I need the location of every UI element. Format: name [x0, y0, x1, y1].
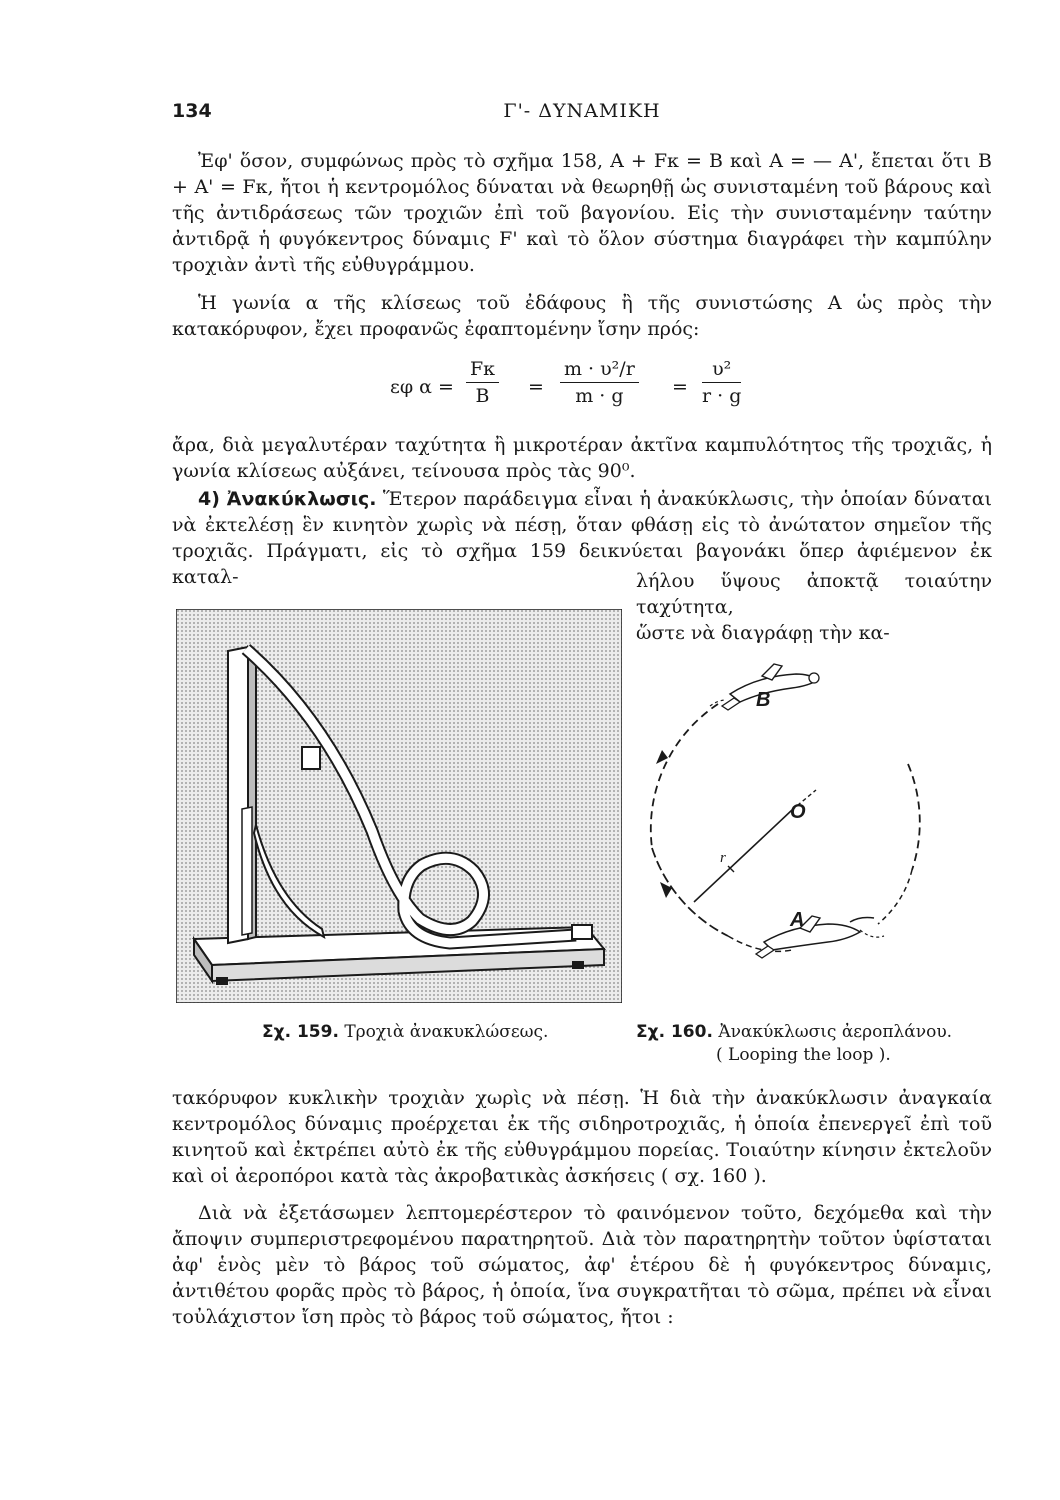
equals-sign: =	[672, 376, 688, 398]
caption-figure-160	[636, 1020, 952, 1044]
fraction-denominator: B	[475, 385, 490, 407]
caption-figure-160-subtitle: ( Looping the loop ).	[716, 1045, 891, 1065]
caption-number: Σχ. 160.	[636, 1022, 713, 1042]
figure-159-loop-track	[176, 609, 622, 1003]
formula-lhs: εφ α =	[390, 376, 454, 398]
label-point-a: A	[790, 909, 805, 931]
fraction-v2-over-rg	[702, 358, 741, 407]
paragraph-centripetal-loop: τακόρυφον κυκλικὴν τροχιὰν χωρὶς νὰ πέσῃ. Ἡ διὰ τὴν ἀνακύκλωσιν ἀναγκαία κεντρομόλος δύναμις προέρχεται ἐκ τῆς σιδηροτροχιᾶς, ἡ ὁποία ἐπενεργεῖ ἐπὶ τοῦ κινητοῦ καὶ ἐκτρέπει αὐτὸ ἐκ τῆς εὐθυγράμμου πορείας. Τοιαύτην κίνησιν ἐκτελοῦν καὶ οἱ ἀεροπόροι κατὰ τὰς ἀκροβατικὰς ἀσκήσεις ( σχ. 160 ).	[172, 1087, 992, 1187]
label-radius-r: r	[720, 850, 726, 866]
page-number: 134	[172, 100, 212, 122]
caption-number: Σχ. 159.	[262, 1022, 339, 1042]
paragraph-rotating-observer: Διὰ νὰ ἐξετάσωμεν λεπτομερέστερον τὸ φαινόμενον τοῦτο, δεχόμεθα καὶ τὴν ἄποψιν συμπεριστρεφομένου παρατηρητοῦ. Διὰ τὸν παρατηρητὴν τοῦτον ὑφίσταται ἀφ' ἑνὸς μὲν τὸ βάρος τοῦ σώματος, ἀφ' ἑτέρου δὲ ἡ φυγόκεντρος δύναμις, ἀντιθέτου φορᾶς πρὸς τὸ βάρος, ἡ ὁποία, ἵνα συγκρατῆται τὸ σῶμα, πρέπει νὰ εἶναι τοὐλάχιστον ἴση πρὸς τὸ βάρος τοῦ σώματος, ἤτοι :	[172, 1202, 992, 1328]
caption-text: Ἀνακύκλωσις ἀεροπλάνου.	[718, 1022, 953, 1042]
page-header	[172, 100, 992, 130]
loop-track-illustration	[176, 609, 622, 1003]
running-title: Γ'- ΔΥΝΑΜΙΚΗ	[503, 100, 661, 122]
label-center-o: O	[790, 801, 806, 823]
label-point-b: B	[756, 689, 771, 711]
airplane-loop-diagram	[622, 640, 1002, 1020]
fraction-numerator: m · υ²/r	[560, 358, 639, 383]
fraction-denominator: r · g	[702, 385, 742, 407]
figure-160-airplane-loop	[622, 640, 1002, 1020]
fraction-numerator: Fκ	[466, 358, 499, 383]
paragraph-conclusion: ἄρα, διὰ μεγαλυτέραν ταχύτητα ἢ μικροτέραν ἀκτῖνα καμπυλότητος τῆς τροχιᾶς, ἡ γωνία κλίσεως αὐξάνει, τείνουσα πρὸς τὰς 90⁰.	[172, 434, 992, 482]
fraction-numerator: υ²	[702, 358, 741, 383]
wrapped-text-line: λήλου ὕψους ἀποκτᾷ τοιαύτην ταχύτητα,	[636, 570, 992, 618]
fraction-mv2r-over-mg	[560, 358, 639, 407]
wrapped-text-line: ὥστε νὰ διαγράφῃ τὴν κα-	[636, 622, 890, 644]
caption-text: Τροχιὰ ἀνακυκλώσεως.	[344, 1022, 549, 1042]
section-heading: 4) Ἀνακύκλωσις.	[198, 488, 377, 510]
paragraph-centripetal-resultant: Ἐφ' ὅσον, συμφώνως πρὸς τὸ σχῆμα 158, A + Fκ = B καὶ A = — A', ἔπεται ὅτι B + A' = Fκ, ἤτοι ἡ κεντρομόλος δύναται νὰ θεωρηθῇ ὡς συνισταμένη τοῦ βάρους καὶ τῆς ἀντιδράσεως τῶν τροχιῶν ἐπὶ τοῦ βαγονίου. Εἰς τὴν συνισταμένην ταύτην ἀντιδρᾷ ἡ φυγόκεντρος δύναμις F' καὶ τὸ ὅλον σύστημα διαγράφει τὴν καμπύλην τροχιὰν ἀντὶ τῆς εὐθυγράμμου.	[172, 150, 992, 276]
paragraph-inclination-angle: Ἡ γωνία α τῆς κλίσεως τοῦ ἐδάφους ἢ τῆς συνιστώσης A ὡς πρὸς τὴν κατακόρυφον, ἔχει προφανῶς ἐφαπτομένην ἴσην πρός:	[172, 292, 992, 340]
fraction-fk-over-b	[466, 358, 499, 407]
caption-figure-159	[262, 1020, 548, 1044]
equals-sign: =	[528, 376, 544, 398]
fraction-denominator: m · g	[575, 385, 624, 407]
tangent-formula	[390, 358, 790, 418]
section-body: Ἕτερον παράδειγμα εἶναι ἡ ἀνακύκλωσις, τὴν ὁποίαν δύναται νὰ ἐκτελέσῃ ἓν κινητὸν χωρὶς νὰ πέσῃ, ὅταν φθάσῃ εἰς τὸ ἀνώτατον σημεῖον τῆς τροχιᾶς. Πράγματι, εἰς τὸ σχῆμα 159 δεικνύεται βαγονάκι ὅπερ ἀφιέμενον ἐκ καταλ-	[172, 488, 993, 588]
